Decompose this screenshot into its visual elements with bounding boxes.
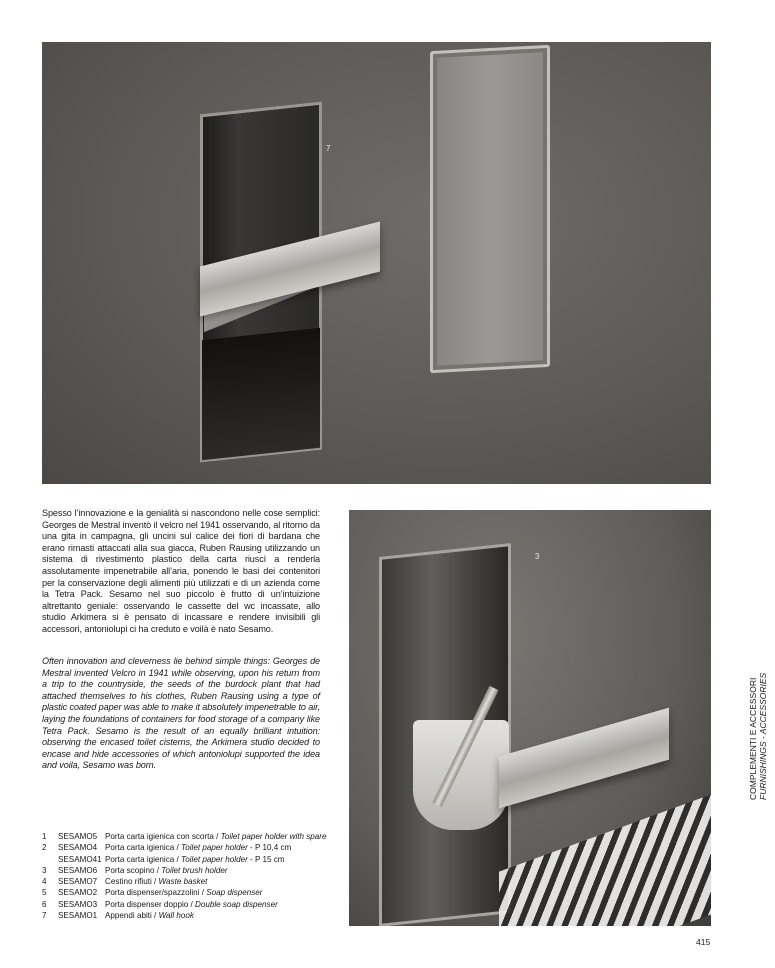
product-number: 6 [42,899,47,909]
brush-holder [499,708,669,809]
product-row [42,887,342,898]
product-code: SESAMO7 [58,877,98,887]
radiator-grate [499,784,711,926]
product-name-en: Toilet paper holder with spare [220,832,327,841]
product-number: 4 [42,877,47,887]
wall-panel [430,45,550,373]
product-description [105,887,262,898]
product-number: 5 [42,888,47,898]
product-row [42,865,342,876]
product-photo-bottom [349,510,711,926]
product-description [105,831,327,842]
product-row [42,842,342,853]
product-size: - P 15 cm [247,854,285,864]
product-code: SESAMO41 [58,854,102,864]
product-name-en: Toilet paper holder [181,843,248,853]
product-list [42,831,342,921]
product-name-en: Waste basket [158,877,208,887]
product-name-it: Appendi abiti / [105,911,157,921]
product-number: 7 [42,911,47,921]
photo-label-bottom: 3 [535,552,540,561]
product-number: 1 [42,832,47,841]
product-number: 2 [42,843,47,853]
product-name-it: Porta carta igienica con scorta / [105,832,219,841]
product-name-en: Double soap dispenser [195,899,278,909]
product-name-en: Toilet paper holder [181,854,248,864]
product-name-it: Porta dispenser/spazzolini / [105,888,204,898]
product-code: SESAMO3 [58,899,98,909]
product-name-it: Porta dispenser doppio / [105,899,193,909]
product-description [105,842,291,853]
section-label-it: COMPLEMENTI E ACCESSORI [748,677,758,800]
product-description [105,854,285,865]
product-code: SESAMO6 [58,865,98,875]
product-description [105,899,278,910]
product-photo-top [42,42,711,484]
product-row [42,876,342,887]
product-number: 3 [42,865,47,875]
niche-shadow [202,328,320,460]
english-description: Often innovation and cleverness lie behind simple things: Georges de Mestral invented Velcro in 1941 while observing, upon his return from a trip to the countryside, the seeds of the burdock plant that had attached themselves to his clothes, Ruben Rausing using a type of plastic coated paper was able to make it absolutely impenetrable to air, laying the foundations of containers for food storage of a company like Tetra Pack. Sesamo is the result of an equally brilliant intuition: observing the encased toilet cisterns, the Arkimera studio decided to encase and hide accessories of which antoniolupi supported the idea and voila, Sesamo was born. [42,656,320,771]
product-name-en: Soap dispenser [206,888,263,898]
product-name-en: Wall hook [158,911,194,921]
product-row [42,910,342,921]
product-code: SESAMO1 [58,911,98,921]
section-label [748,673,768,800]
section-label-en: FURNISHINGS - ACCESSORIES [758,672,768,800]
product-row [42,899,342,910]
page-number: 415 [696,937,711,947]
photo-label-top: 7 [326,144,331,153]
product-name-it: Porta carta igienica / [105,843,179,853]
product-name-it: Cestino rifiuti / [105,877,157,887]
italian-description: Spesso l’innovazione e la genialità si nascondono nelle cose semplici: Georges de Mestral inventò il velcro nel 1941 osservando, al ritorno da una gita in campagna, gli uncini sul calice dei fiori di bardana che erano rimasti attaccati alla sua giacca, Ruben Rausing utilizzando un sistema di rivestimento plastico della carta riuscì a renderla assolutamente impenetrabile all’aria, ponendo le basi dei contenitori per la conservazione degli alimenti più utilizzati e di un azienda come la Tetra Pack. Sesamo nel suo piccolo è frutto di un’intuizione altrettanto geniale: osservando le cassette del wc incassate, allo studio Arkimera si è pensato di incassare e rendere invisibili gli accessori, antoniolupi ci ha creduto e voilà è nato Sesamo. [42,508,320,634]
product-size: - P 10,4 cm [247,843,292,853]
product-code: SESAMO5 [58,832,98,841]
product-name-it: Porta carta igienica / [105,854,179,864]
product-row [42,854,342,865]
product-name-en: Toilet brush holder [161,865,228,875]
product-code: SESAMO4 [58,843,98,853]
product-row [42,831,342,842]
product-description [105,865,228,876]
product-description [105,876,207,887]
product-code: SESAMO2 [58,888,98,898]
product-description [105,910,194,921]
brush-cup [413,720,509,830]
product-number [42,854,58,865]
product-name-it: Porta scopino / [105,865,159,875]
